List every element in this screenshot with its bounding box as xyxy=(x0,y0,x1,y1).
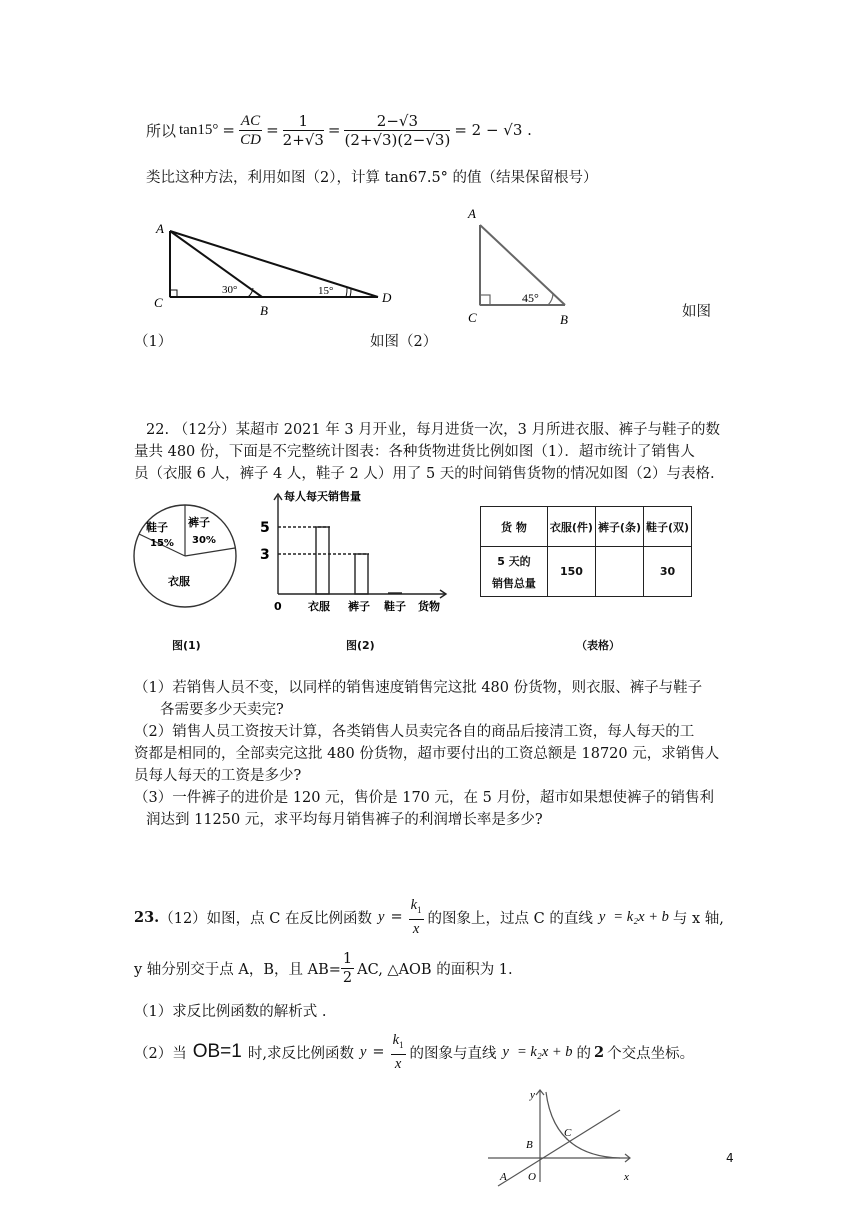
formula-prefix: 所以 xyxy=(146,121,177,140)
equals-sign: = xyxy=(222,121,235,139)
q23-p2-text-d: 的 xyxy=(576,1045,592,1062)
table-cell-clothes: 150 xyxy=(547,547,595,597)
q22-sub2-c: 员每人每天的工资是多少? xyxy=(134,768,302,784)
q22-bar-chart xyxy=(256,486,456,616)
table-row-label xyxy=(481,547,548,597)
fig1-label-a: A xyxy=(156,221,164,236)
fraction-numerator: 2−√3 xyxy=(344,112,450,131)
pie-caption: 图(1) xyxy=(172,639,201,652)
formula-result: = 2 − √3 . xyxy=(454,121,532,139)
analogy-instruction: 类比这种方法，利用如图（2），计算 tan67.5° 的值（结果保留根号） xyxy=(146,170,598,186)
q23-part-2 xyxy=(134,1030,694,1074)
fraction-ac-cd xyxy=(239,112,262,149)
fraction-denominator: CD xyxy=(240,131,261,148)
stray-figure-label: 如图 xyxy=(682,304,711,320)
graph-label-o: O xyxy=(528,1171,536,1183)
bar-ylabel: 每人每天销售量 xyxy=(284,490,361,503)
q23-text-l2b: AC, △AOB 的面积为 1. xyxy=(357,961,513,978)
q22-sub3-a: （3）一件裤子的进价是 120 元，售价是 170 元，在 5 月份，超市如果想使裤子的销售利 xyxy=(134,790,714,806)
bar-cat-pants: 裤子 xyxy=(348,600,370,613)
bar-origin: 0 xyxy=(274,600,282,613)
fraction-numerator xyxy=(391,1031,406,1055)
graph-label-c: C xyxy=(564,1127,572,1139)
bar-cat-shoes: 鞋子 xyxy=(384,600,406,613)
page-number: 4 xyxy=(726,1151,734,1165)
var-k: k xyxy=(410,897,418,914)
q23-text-c: 与 x 轴, xyxy=(672,910,724,927)
bar-ytick-3: 3 xyxy=(260,547,270,563)
fig1-caption: （1） xyxy=(134,334,173,350)
q22-sub1-b: 各需要多少天卖完? xyxy=(160,702,284,718)
q22-sales-table xyxy=(480,506,692,597)
q23-equals: = xyxy=(372,1044,385,1060)
fraction-rationalized xyxy=(344,112,450,149)
fig1-angle-30: 30° xyxy=(222,284,238,296)
q23-line-expression: = k₂x + b xyxy=(613,908,669,925)
var-k: k xyxy=(392,1032,399,1049)
q22-line-3: 员（衣服 6 人，裤子 4 人，鞋子 2 人）用了 5 天的时间销售货物的情况如图（2）与表格. xyxy=(134,466,715,482)
fraction-numerator: 1 xyxy=(283,112,324,131)
graph-label-y: y xyxy=(530,1089,535,1101)
graph-label-x: x xyxy=(624,1171,629,1183)
pie-label-pants: 裤子 xyxy=(188,516,210,529)
fig1-angle-15: 15° xyxy=(318,285,334,297)
fraction-numerator xyxy=(409,896,424,920)
q23-text-a: （12）如图，点 C 在反比例函数 xyxy=(159,910,372,927)
fig1-label-d: D xyxy=(382,290,392,305)
table-row-label-line2: 销售总量 xyxy=(491,576,536,590)
fig2-label-b: B xyxy=(560,312,568,327)
bar-ytick-5: 5 xyxy=(260,520,270,536)
table-cell-shoes: 30 xyxy=(643,547,691,597)
q23-p2-text-b: 时,求反比例函数 xyxy=(247,1045,354,1062)
bar-cat-clothes: 衣服 xyxy=(308,600,330,613)
fig2-caption: 如图（2） xyxy=(370,334,438,350)
fig2-label-a: A xyxy=(468,206,476,221)
fig1-label-b: B xyxy=(260,303,268,318)
subscript-1: 1 xyxy=(417,904,422,915)
table-cell-pants xyxy=(595,547,643,597)
table-row-label-line1: 5 天的 xyxy=(497,554,531,568)
fig2-label-c: C xyxy=(468,310,477,325)
table-header-clothes: 衣服(件) xyxy=(547,507,595,547)
pie-pct-pants: 30% xyxy=(192,535,216,546)
pie-pct-shoes: 15% xyxy=(150,538,174,549)
q22-pie-chart xyxy=(126,498,244,616)
q23-ob-value: OB=1 xyxy=(192,1041,242,1062)
q23-var-y: y xyxy=(378,908,385,925)
fig2-angle-45: 45° xyxy=(522,291,539,305)
graph-label-b: B xyxy=(526,1139,533,1151)
q23-p2-text-a: （2）当 xyxy=(134,1045,187,1062)
q22-sub3-b: 润达到 11250 元，求平均每月销售裤子的利润增长率是多少? xyxy=(146,812,543,828)
q23-var-y: y xyxy=(598,908,606,925)
q23-line-2 xyxy=(134,946,513,990)
fig1-label-c: C xyxy=(154,295,163,310)
equals-sign: = xyxy=(327,121,341,139)
table-caption: （表格） xyxy=(576,639,620,652)
q23-coordinate-graph xyxy=(480,1082,650,1192)
tan15-formula xyxy=(146,106,532,154)
q23-part-1: （1）求反比例函数的解析式 . xyxy=(134,1004,327,1020)
q23-line-expression: = k₂x + b xyxy=(516,1043,573,1060)
table-header-goods: 货 物 xyxy=(481,507,548,547)
fraction-numerator: 1 xyxy=(342,950,353,967)
equals-sign: = xyxy=(266,121,279,139)
pie-label-clothes: 衣服 xyxy=(168,575,190,588)
graph-label-a: A xyxy=(500,1171,507,1183)
fraction-denominator: 2 xyxy=(342,969,353,986)
q22-sub2-a: （2）销售人员工资按天计算，各类销售人员卖完各自的商品后接清工资，每人每天的工 xyxy=(134,724,695,740)
table-header-pants: 裤子(条) xyxy=(595,507,643,547)
figure-1-triangle xyxy=(140,215,400,325)
figure-2-triangle xyxy=(460,200,590,330)
q23-text-l2a: y 轴分别交于点 A，B，且 AB= xyxy=(134,961,341,978)
q23-fraction-k1-x xyxy=(409,896,424,938)
q22-line-1: 22. （12分）某超市 2021 年 3 月开业，每月进货一次，3 月所进衣服、裤子与鞋子的数 xyxy=(146,422,721,438)
fraction-numerator: AC xyxy=(240,112,261,129)
fraction-denominator: 2+√3 xyxy=(282,130,324,149)
q23-fraction-k1-x-2 xyxy=(391,1031,406,1073)
table-header-shoes: 鞋子(双) xyxy=(643,507,691,547)
q23-text-b: 的图象上，过点 C 的直线 xyxy=(427,910,593,927)
fraction-denominator: (2+√3)(2−√3) xyxy=(344,130,451,149)
q23-line-1 xyxy=(134,895,724,939)
q23-p2-text-c: 的图象与直线 xyxy=(409,1045,497,1062)
q23-two: 2 xyxy=(594,1043,605,1061)
q23-p2-text-e: 个交点坐标。 xyxy=(607,1045,695,1062)
q23-var-y: y xyxy=(359,1043,367,1060)
q23-equals: = xyxy=(390,909,403,925)
fraction-denominator: x xyxy=(412,920,420,937)
q22-line-2: 量共 480 份，下面是不完整统计图表：各种货物进货比例如图（1）．超市统计了销售人 xyxy=(134,444,695,460)
q22-sub1-a: （1）若销售人员不变，以同样的销售速度销售完这批 480 份货物，则衣服、裤子与鞋子 xyxy=(134,680,703,696)
fraction-denominator: x xyxy=(394,1055,402,1072)
q23-fraction-half xyxy=(341,950,354,987)
q22-sub2-b: 资都是相同的，全部卖完这批 480 份货物，超市要付出的工资总额是 18720 元，求销售人 xyxy=(134,746,720,762)
subscript-1: 1 xyxy=(399,1039,404,1050)
pie-label-shoes: 鞋子 xyxy=(146,521,168,534)
q23-var-y: y xyxy=(502,1043,509,1060)
tan15-label: tan15° xyxy=(179,121,219,138)
fraction-one-over xyxy=(283,112,324,149)
bar-caption: 图(2) xyxy=(346,639,375,652)
q23-number: 23. xyxy=(134,908,160,926)
bar-xlabel: 货物 xyxy=(418,600,440,613)
